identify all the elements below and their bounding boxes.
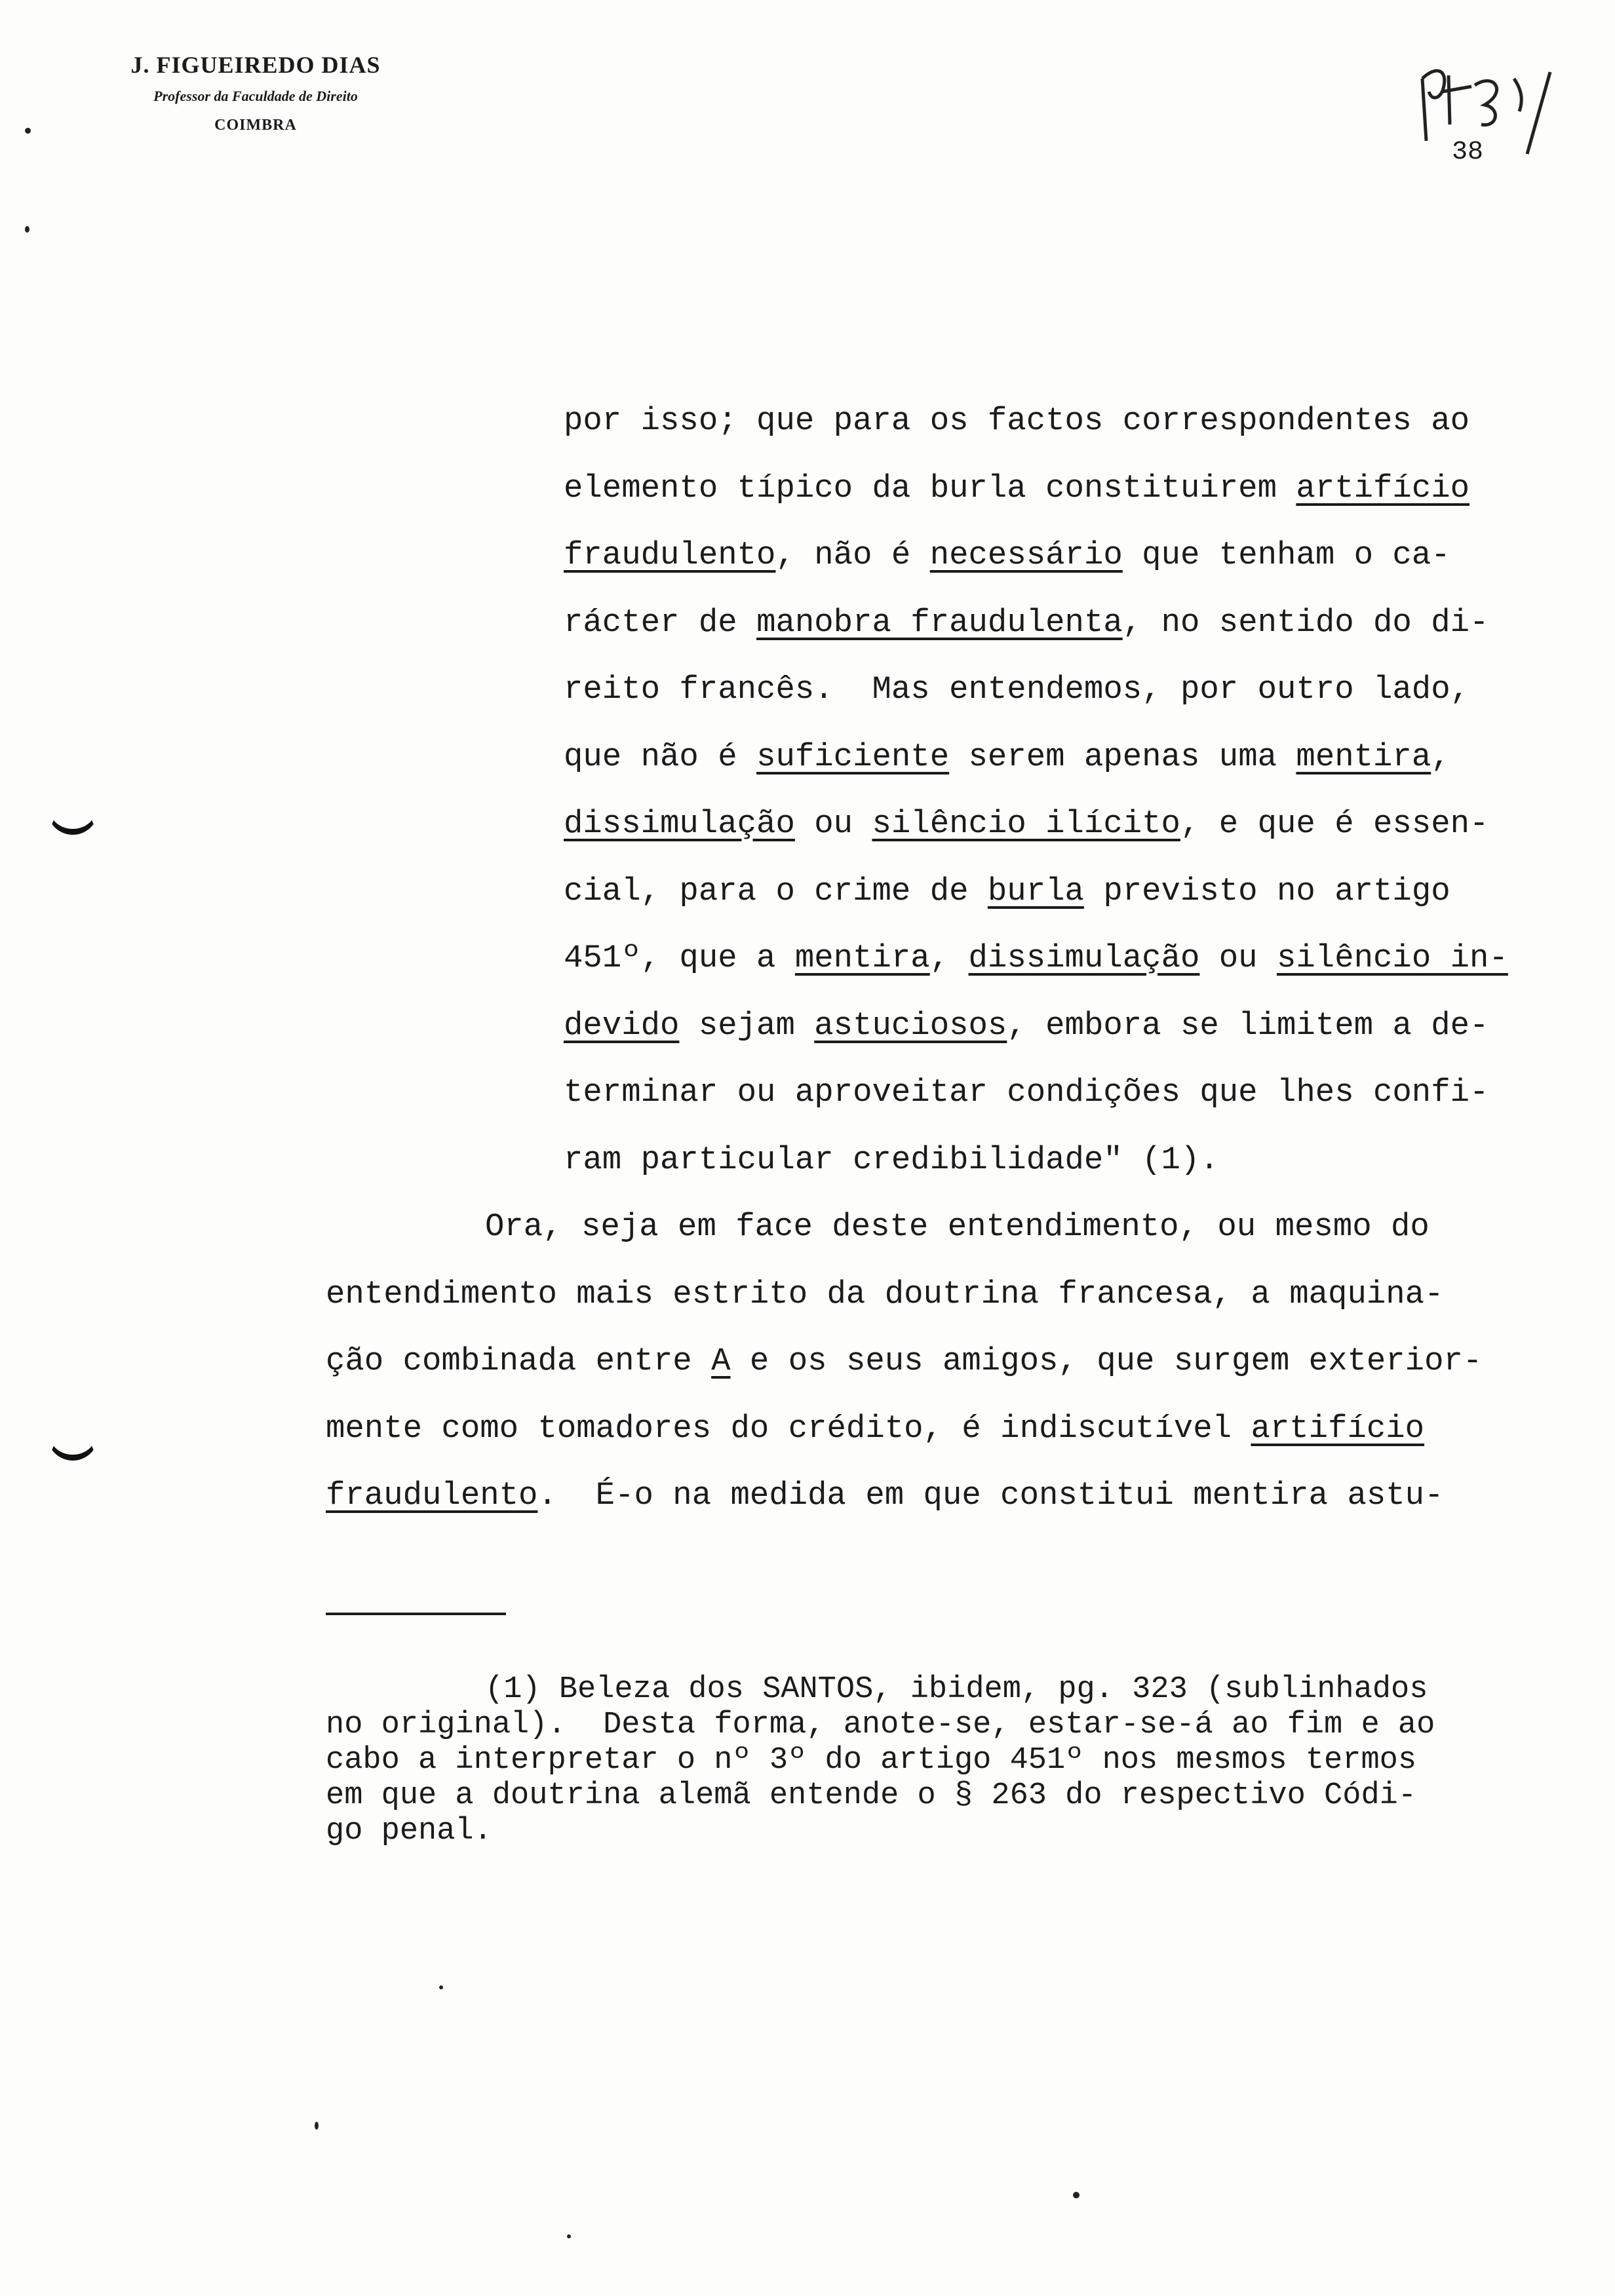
underlined-phrase: mentira (794, 940, 930, 976)
quote-line (564, 603, 1489, 642)
text-segment: mente como tomadores do crédito, é indiscutível (326, 1409, 1251, 1447)
quote-line (564, 670, 1469, 709)
text-segment: e os seus amigos, que surgem exterior- (730, 1343, 1483, 1379)
text-segment: sejam (679, 1006, 815, 1044)
quote-line (564, 535, 1450, 575)
text-segment: ou (1199, 940, 1277, 976)
quote-line (564, 401, 1469, 440)
scan-speck (25, 128, 31, 134)
text-segment: rácter de (564, 603, 757, 641)
underlined-phrase: A (711, 1343, 731, 1379)
handwritten-initials-mark (1409, 52, 1560, 157)
body-line (326, 1409, 1424, 1448)
scan-speck (567, 2234, 571, 2238)
text-segment: , e que é essen- (1180, 805, 1489, 842)
text-segment: por isso; que para os factos correspondentes ao (564, 402, 1470, 439)
footnote-line: (1) Beleza dos SANTOS, ibidem, pg. 323 (sublinhados (485, 1672, 1428, 1707)
punch-hole-mark (47, 803, 98, 835)
footnote-separator (326, 1613, 506, 1615)
scan-speck (315, 2122, 319, 2130)
quote-line (564, 469, 1469, 508)
text-segment: que tenham o ca- (1122, 537, 1450, 573)
text-segment: ram particular credibilidade" (1). (564, 1141, 1219, 1178)
underlined-phrase: necessário (929, 537, 1123, 573)
underlined-phrase: silêncio in- (1277, 940, 1508, 976)
quote-line (564, 1140, 1219, 1179)
quote-line (564, 938, 1508, 978)
underlined-phrase: astuciosos (814, 1006, 1007, 1044)
quote-line (564, 871, 1450, 911)
scan-speck (439, 1985, 443, 1989)
quote-line (564, 804, 1489, 843)
quote-line (564, 1006, 1489, 1045)
quote-line (564, 737, 1450, 776)
letterhead-city: COIMBRA (214, 117, 297, 134)
footnote-line: cabo a interpretar o nº 3º do artigo 451º nos mesmos termos (326, 1743, 1417, 1778)
text-segment: , no sentido do di- (1122, 603, 1489, 641)
text-segment: , não é (775, 537, 930, 573)
text-segment: entendimento mais estrito da doutrina francesa, a maquina- (326, 1275, 1444, 1312)
text-segment: que não é (564, 738, 757, 775)
underlined-phrase: artifício (1296, 469, 1470, 507)
underlined-phrase: fraudulento (326, 1477, 538, 1514)
underlined-phrase: dissimulação (968, 940, 1200, 976)
letterhead (92, 51, 419, 134)
quote-line (564, 1073, 1489, 1112)
text-segment: serem apenas uma (949, 738, 1296, 775)
text-segment: previsto no artigo (1083, 872, 1450, 909)
underlined-phrase: silêncio ilícito (872, 805, 1180, 842)
letterhead-role: Professor da Faculdade de Direito (153, 88, 358, 104)
text-segment: ção combinada entre (326, 1343, 712, 1379)
body-line (326, 1476, 1443, 1515)
body-line (326, 1341, 1482, 1381)
body-line (326, 1274, 1443, 1314)
text-segment: cial, para o crime de (564, 872, 988, 909)
text-segment: ou (794, 805, 872, 842)
footnote-line: go penal. (326, 1814, 492, 1848)
punch-hole-mark (47, 1428, 98, 1461)
text-segment: elemento típico da burla constituirem (564, 469, 1296, 507)
page-number: 38 (1452, 138, 1484, 167)
underlined-phrase: artifício (1251, 1409, 1425, 1447)
text-segment: , (1431, 738, 1450, 775)
scan-speck (1073, 2192, 1080, 2198)
scan-speck (25, 226, 29, 233)
text-segment: reito francês. Mas entendemos, por outro lado, (564, 671, 1470, 708)
text-segment: , embora se limitem a de- (1007, 1006, 1489, 1044)
underlined-phrase: devido (564, 1006, 680, 1044)
underlined-phrase: mentira (1296, 738, 1431, 775)
underlined-phrase: manobra fraudulenta (756, 603, 1123, 641)
underlined-phrase: fraudulento (564, 537, 776, 573)
text-segment: , (929, 940, 969, 976)
underlined-phrase: suficiente (756, 738, 950, 775)
text-segment: Ora, seja em face deste entendimento, ou mesmo do (485, 1208, 1430, 1245)
text-segment: . É-o na medida em que constitui mentira astu- (537, 1477, 1444, 1514)
text-segment: terminar ou aproveitar condições que lhes confi- (564, 1074, 1489, 1111)
footnote-line: no original). Desta forma, anote-se, estar-se-á ao fim e ao (326, 1708, 1435, 1742)
text-segment: 451º, que a (564, 940, 795, 976)
body-line (485, 1207, 1430, 1246)
footnote-line: em que a doutrina alemã entende o § 263 do respectivo Códi- (326, 1778, 1417, 1813)
underlined-phrase: dissimulação (564, 805, 795, 842)
letterhead-name: J. FIGUEIREDO DIAS (130, 52, 381, 78)
underlined-phrase: burla (987, 872, 1084, 909)
